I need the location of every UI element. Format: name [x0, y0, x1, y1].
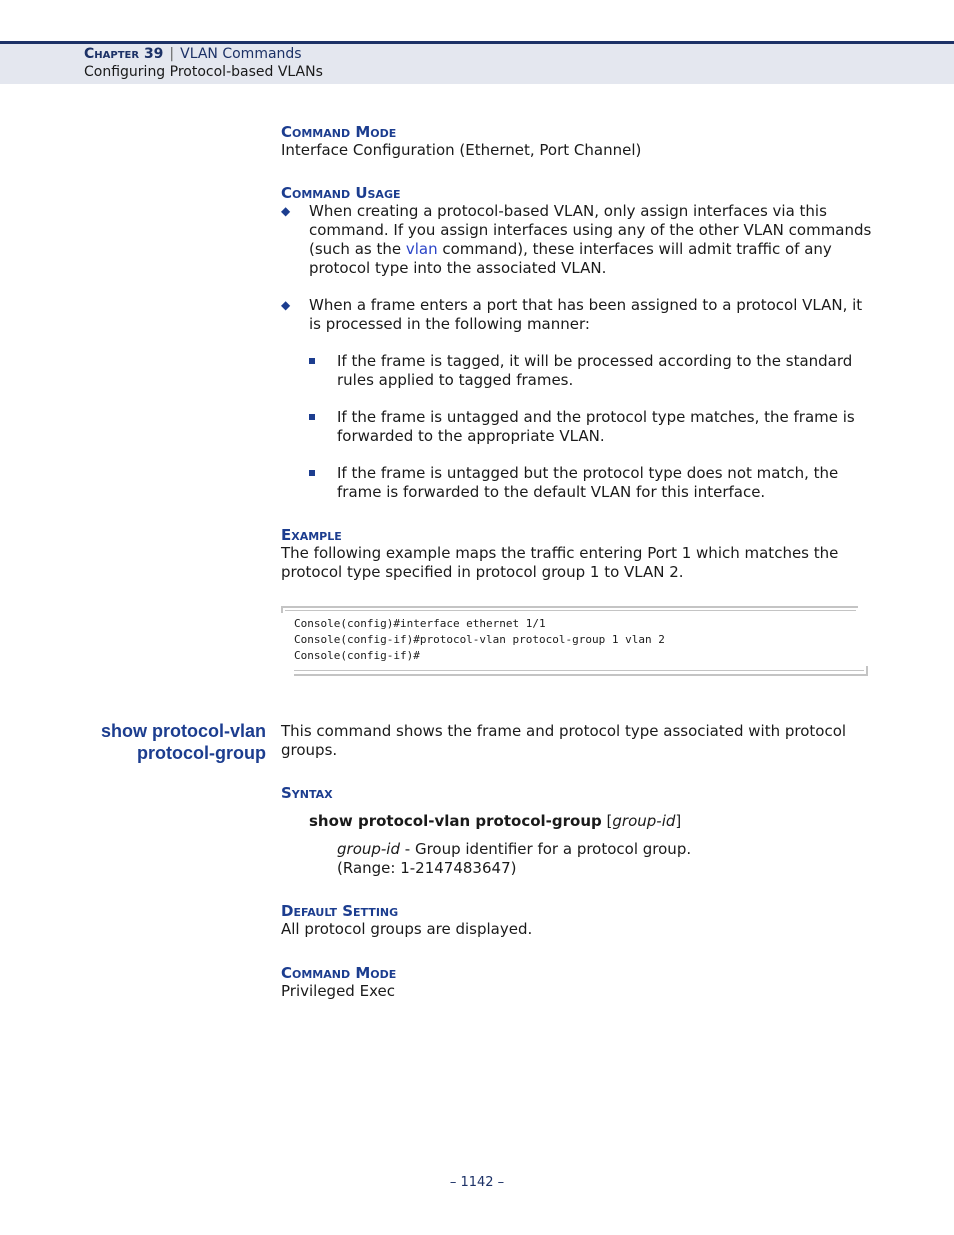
param-name: group-id	[337, 840, 400, 858]
diamond-bullet-icon: ◆	[281, 298, 291, 312]
code-border-bottom-inner	[294, 670, 864, 671]
usage-bullet-1-text: When creating a protocol-based VLAN, only assign interfaces via this command. If you assign interfaces using any of the other VLAN commands (such as the	[309, 202, 872, 258]
syntax-bracket-close: ]	[675, 812, 682, 830]
chapter-label: Chapter 39	[84, 46, 164, 62]
usage-bullet-1-text-end: command), these interfaces will admit traffic of any protocol type into the associated VLAN.	[309, 240, 832, 277]
syntax-command: show protocol-vlan protocol-group	[309, 812, 602, 830]
square-bullet-icon	[309, 470, 315, 476]
code-line: Console(config)#interface ethernet 1/1	[294, 617, 546, 630]
header-rule	[0, 41, 954, 44]
command-mode-heading-2: Command Mode	[281, 964, 397, 982]
param-range: (Range: 1-2147483647)	[337, 859, 517, 877]
sub-bullet-2: If the frame is untagged and the protocol type matches, the frame is forwarded to the appropriate VLAN.	[337, 408, 855, 445]
syntax-heading: Syntax	[281, 784, 333, 802]
example-text: The following example maps the traffic entering Port 1 which matches the protocol type specified in protocol group 1 to VLAN 2.	[281, 544, 839, 581]
page-number: – 1142 –	[449, 1175, 505, 1190]
command-usage-heading: Command Usage	[281, 184, 401, 202]
command-title-line-1: show protocol-vlan	[100, 721, 266, 741]
square-bullet-icon	[309, 358, 315, 364]
sub-bullet-3: If the frame is untagged but the protocol type does not match, the frame is forwarded to the default VLAN for this interface.	[337, 464, 839, 501]
parameter-description	[337, 840, 872, 878]
command-title-line-2: protocol-group	[137, 743, 266, 763]
command-description: This command shows the frame and protocol type associated with protocol groups.	[281, 722, 847, 759]
syntax-param: group-id	[612, 812, 676, 830]
code-border-bottom	[294, 666, 868, 676]
command-mode-heading: Command Mode	[281, 123, 397, 141]
square-bullet-icon	[309, 414, 315, 420]
usage-bullet-2: When a frame enters a port that has been assigned to a protocol VLAN, it is processed in the following manner:	[309, 296, 863, 333]
header-separator: |	[169, 46, 175, 62]
code-block	[281, 606, 869, 677]
command-mode-text-2: Privileged Exec	[281, 982, 395, 1000]
vlan-link[interactable]: vlan	[405, 240, 438, 258]
default-setting-heading: Default Setting	[281, 902, 399, 920]
chapter-title: VLAN Commands	[180, 46, 302, 62]
command-mode-text: Interface Configuration (Ethernet, Port Channel)	[281, 141, 642, 159]
syntax-bracket-open: [	[606, 812, 613, 830]
syntax-line	[309, 812, 681, 831]
command-title	[101, 720, 266, 764]
code-border-top-inner	[285, 610, 856, 611]
sub-bullet-1: If the frame is tagged, it will be processed according to the standard rules applied to tagged frames.	[337, 352, 853, 389]
header-chapter-line	[84, 45, 302, 63]
param-desc: - Group identifier for a protocol group.	[400, 840, 692, 858]
usage-bullet-1	[309, 202, 874, 278]
section-title: Configuring Protocol-based VLANs	[84, 64, 323, 80]
code-line: Console(config-if)#	[294, 649, 420, 662]
code-line: Console(config-if)#protocol-vlan protocol-group 1 vlan 2	[294, 633, 665, 646]
default-setting-text: All protocol groups are displayed.	[281, 920, 533, 938]
diamond-bullet-icon: ◆	[281, 204, 291, 218]
code-lines	[294, 616, 665, 664]
example-heading: Example	[281, 526, 342, 544]
